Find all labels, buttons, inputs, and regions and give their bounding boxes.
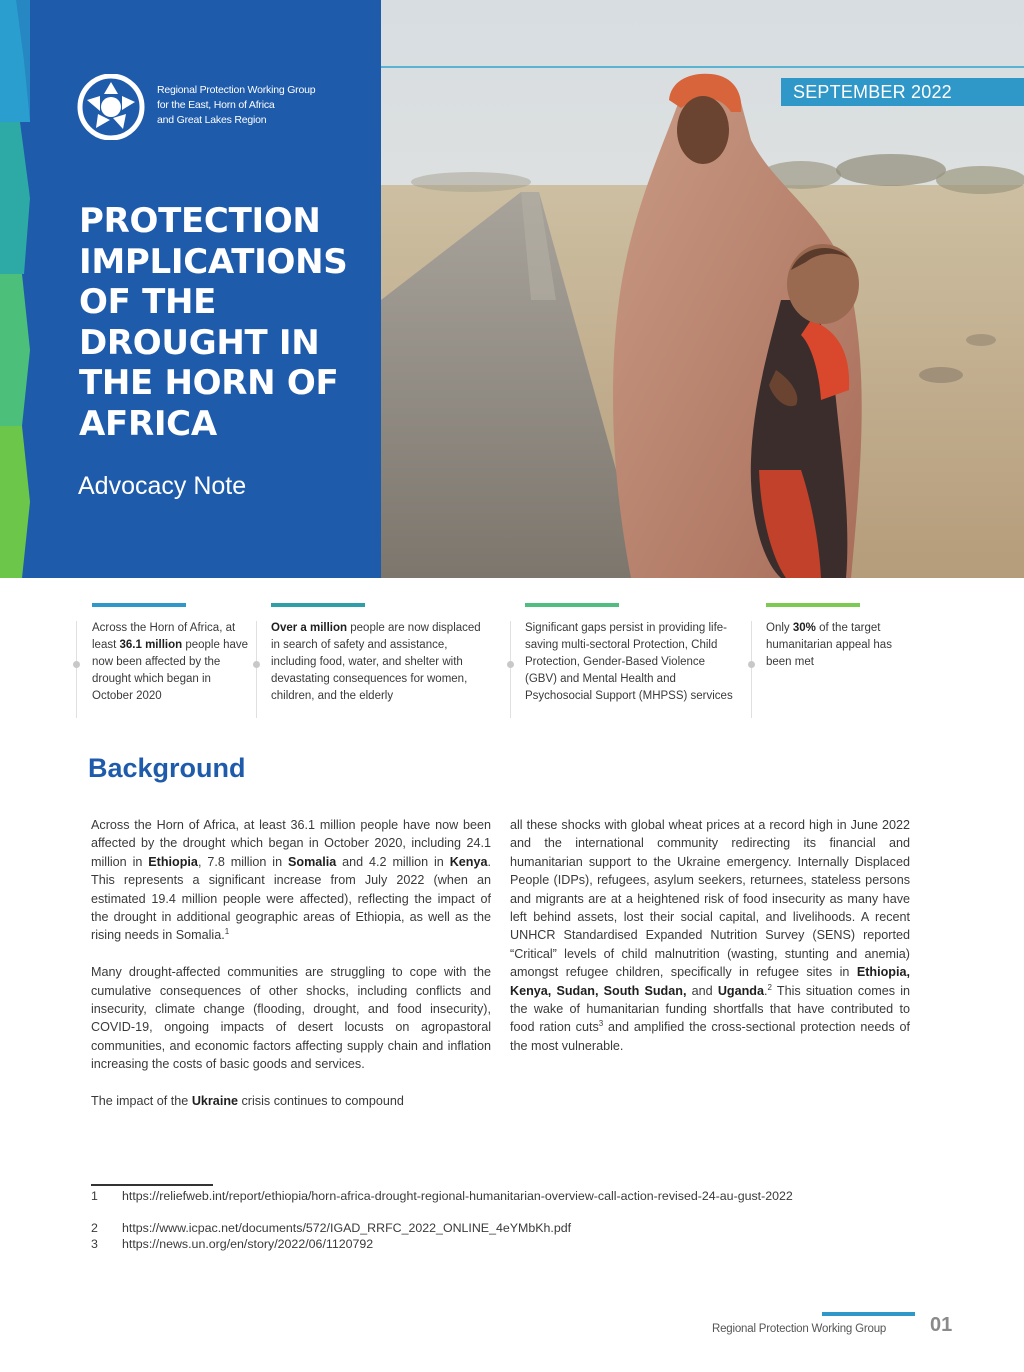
cover-header xyxy=(0,0,1024,578)
date-rule xyxy=(381,66,1024,68)
stat-divider-dot xyxy=(253,661,260,668)
stat-divider xyxy=(76,621,77,718)
stat-text xyxy=(92,620,252,705)
body-bold: Ethiopia, Kenya, Sudan, South Sudan, xyxy=(510,965,910,998)
stat-divider xyxy=(751,621,752,718)
title-line: AFRICA xyxy=(79,403,217,444)
org-name xyxy=(157,83,372,128)
stat-bold: Over a million xyxy=(271,622,348,634)
stat-divider xyxy=(256,621,257,718)
title-panel xyxy=(0,0,381,578)
stat-accent-bar xyxy=(766,603,860,607)
stat-divider xyxy=(510,621,511,718)
body-paragraph xyxy=(91,963,491,1073)
body-text: Across the Horn of Africa, at least 36.1 million people have now been affected by the drought which began in October 2020, including 24.1 million in xyxy=(91,818,491,869)
body-bold: Ukraine xyxy=(191,1094,239,1109)
body-text: The impact of the xyxy=(91,1094,192,1109)
text-column-left xyxy=(91,816,491,1129)
footnote-ref: 2 xyxy=(767,982,772,992)
footer-org: Regional Protection Working Group xyxy=(712,1323,887,1335)
body-bold: Kenya xyxy=(449,854,488,869)
date-badge: SEPTEMBER 2022 xyxy=(781,78,1024,106)
footnote-number: 1 xyxy=(91,1189,98,1203)
body-text: , 7.8 million in xyxy=(197,854,288,869)
stat-text: Across the Horn of Africa, at least xyxy=(92,622,236,651)
stat-divider-dot xyxy=(73,661,80,668)
stat-accent-bar xyxy=(525,603,619,607)
title-line: THE HORN OF xyxy=(79,363,339,403)
stat-bold: 36.1 million xyxy=(119,639,183,651)
footnote-number: 3 xyxy=(91,1237,98,1251)
footnote-ref: 1 xyxy=(224,927,230,937)
stat-accent-bar xyxy=(271,603,365,607)
body-text: This situation comes in the wake of humanitarian funding shortfalls that have contributed to food ration cuts xyxy=(510,983,910,1035)
stat-text xyxy=(525,620,737,705)
body-bold: Ethiopia xyxy=(148,854,198,869)
title-line: OF THE xyxy=(79,282,217,322)
body-text: and 4.2 million in xyxy=(336,854,450,869)
body-bold: Uganda xyxy=(717,983,764,998)
page-number: 01 xyxy=(930,1314,953,1336)
body-text: all these shocks with global wheat prices at a record high in June 2022 and the international community redirecting its financial and humanitarian support to the Ukraine emergency. Internally Displaced People (IDPs), refugees, asylum seekers, returnees, stateless persons and migrants are at a heightened risk of food insecurity as many have left behind assets, lost their social capital, and livelihoods. A recent UNHCR Standardised Expanded Nutrition Survey (SENS) reported “Critical” levels of child malnutrition (wasting, stunting and anemia) amongst refugee children, specifically in refugee sites in xyxy=(510,818,910,980)
body-paragraph xyxy=(91,816,491,945)
footnote-ref: 3 xyxy=(598,1019,604,1029)
org-name-line: Regional Protection Working Group xyxy=(157,84,316,96)
footnote-rule xyxy=(91,1184,213,1186)
stat-divider-dot xyxy=(748,661,755,668)
stat-text xyxy=(271,620,486,705)
rpwg-logo-icon xyxy=(76,74,146,140)
document-subtitle: Advocacy Note xyxy=(78,472,247,500)
body-text: . xyxy=(764,983,768,998)
section-heading: Background xyxy=(88,753,246,783)
org-name-line: and Great Lakes Region xyxy=(157,114,267,126)
stat-text: people have now been affected by the drought which began in October 2020 xyxy=(92,639,249,702)
body-text: . This represents a significant increase from July 2022 (when an estimated 19.4 million people were affected), reflecting the impact of the drought in additional geographic areas of Ethiopia, as well as the rising needs in Somalia. xyxy=(91,854,492,943)
stat-bold: 30% xyxy=(792,622,816,634)
body-text: and amplified the cross-sectional protection needs of the most vulnerable. xyxy=(510,1020,911,1053)
title-line: IMPLICATIONS xyxy=(79,241,348,282)
stat-accent-bar xyxy=(92,603,186,607)
stat-text: people are now displaced in search of safety and assistance, including food, water, and shelter with devastating consequences for women, children, and the elderly xyxy=(271,622,481,702)
document-title xyxy=(79,201,379,444)
footer-accent-bar xyxy=(822,1312,915,1316)
stat-text xyxy=(766,620,916,671)
footnote-link[interactable]: https://reliefweb.int/report/ethiopia/horn-africa-drought-regional-humanitarian-overview-call-action-revised-24-au-gust-2022 xyxy=(122,1189,793,1203)
body-bold: Somalia xyxy=(287,854,337,869)
org-name-line: for the East, Horn of Africa xyxy=(157,99,275,111)
body-text: crisis continues to compound xyxy=(238,1094,404,1109)
text-column-right xyxy=(510,816,910,1074)
stat-divider-dot xyxy=(507,661,514,668)
body-paragraph xyxy=(510,816,910,1055)
title-line: PROTECTION xyxy=(79,201,321,241)
footnote-link[interactable]: https://www.icpac.net/documents/572/IGAD_RRFC_2022_ONLINE_4eYMbKh.pdf xyxy=(122,1221,572,1235)
body-text: Many drought-affected communities are struggling to cope with the cumulative consequences of other shocks, including conflicts and insecurity, climate change (flooding, drought, and food insecurity), COVID-19, ongoing impacts of desert locusts on agropastoral communities, and economic factors affecting supply chain and inflation increasing the costs of basic goods and services. xyxy=(91,965,491,1072)
footnote-link[interactable]: https://news.un.org/en/story/2022/06/1120792 xyxy=(122,1237,374,1251)
stat-text: Significant gaps persist in providing life-saving multi-sectoral Protection, Child Protection, Gender-Based Violence (GBV) and Mental Health and Psychosocial Support (MHPSS) services xyxy=(525,622,733,702)
stat-text: of the target humanitarian appeal has been met xyxy=(766,622,892,668)
stat-text: Only xyxy=(766,622,793,634)
footnote-number: 2 xyxy=(91,1221,98,1235)
body-text: and xyxy=(686,983,718,998)
body-paragraph xyxy=(91,1092,491,1110)
title-line: DROUGHT IN xyxy=(79,322,320,363)
